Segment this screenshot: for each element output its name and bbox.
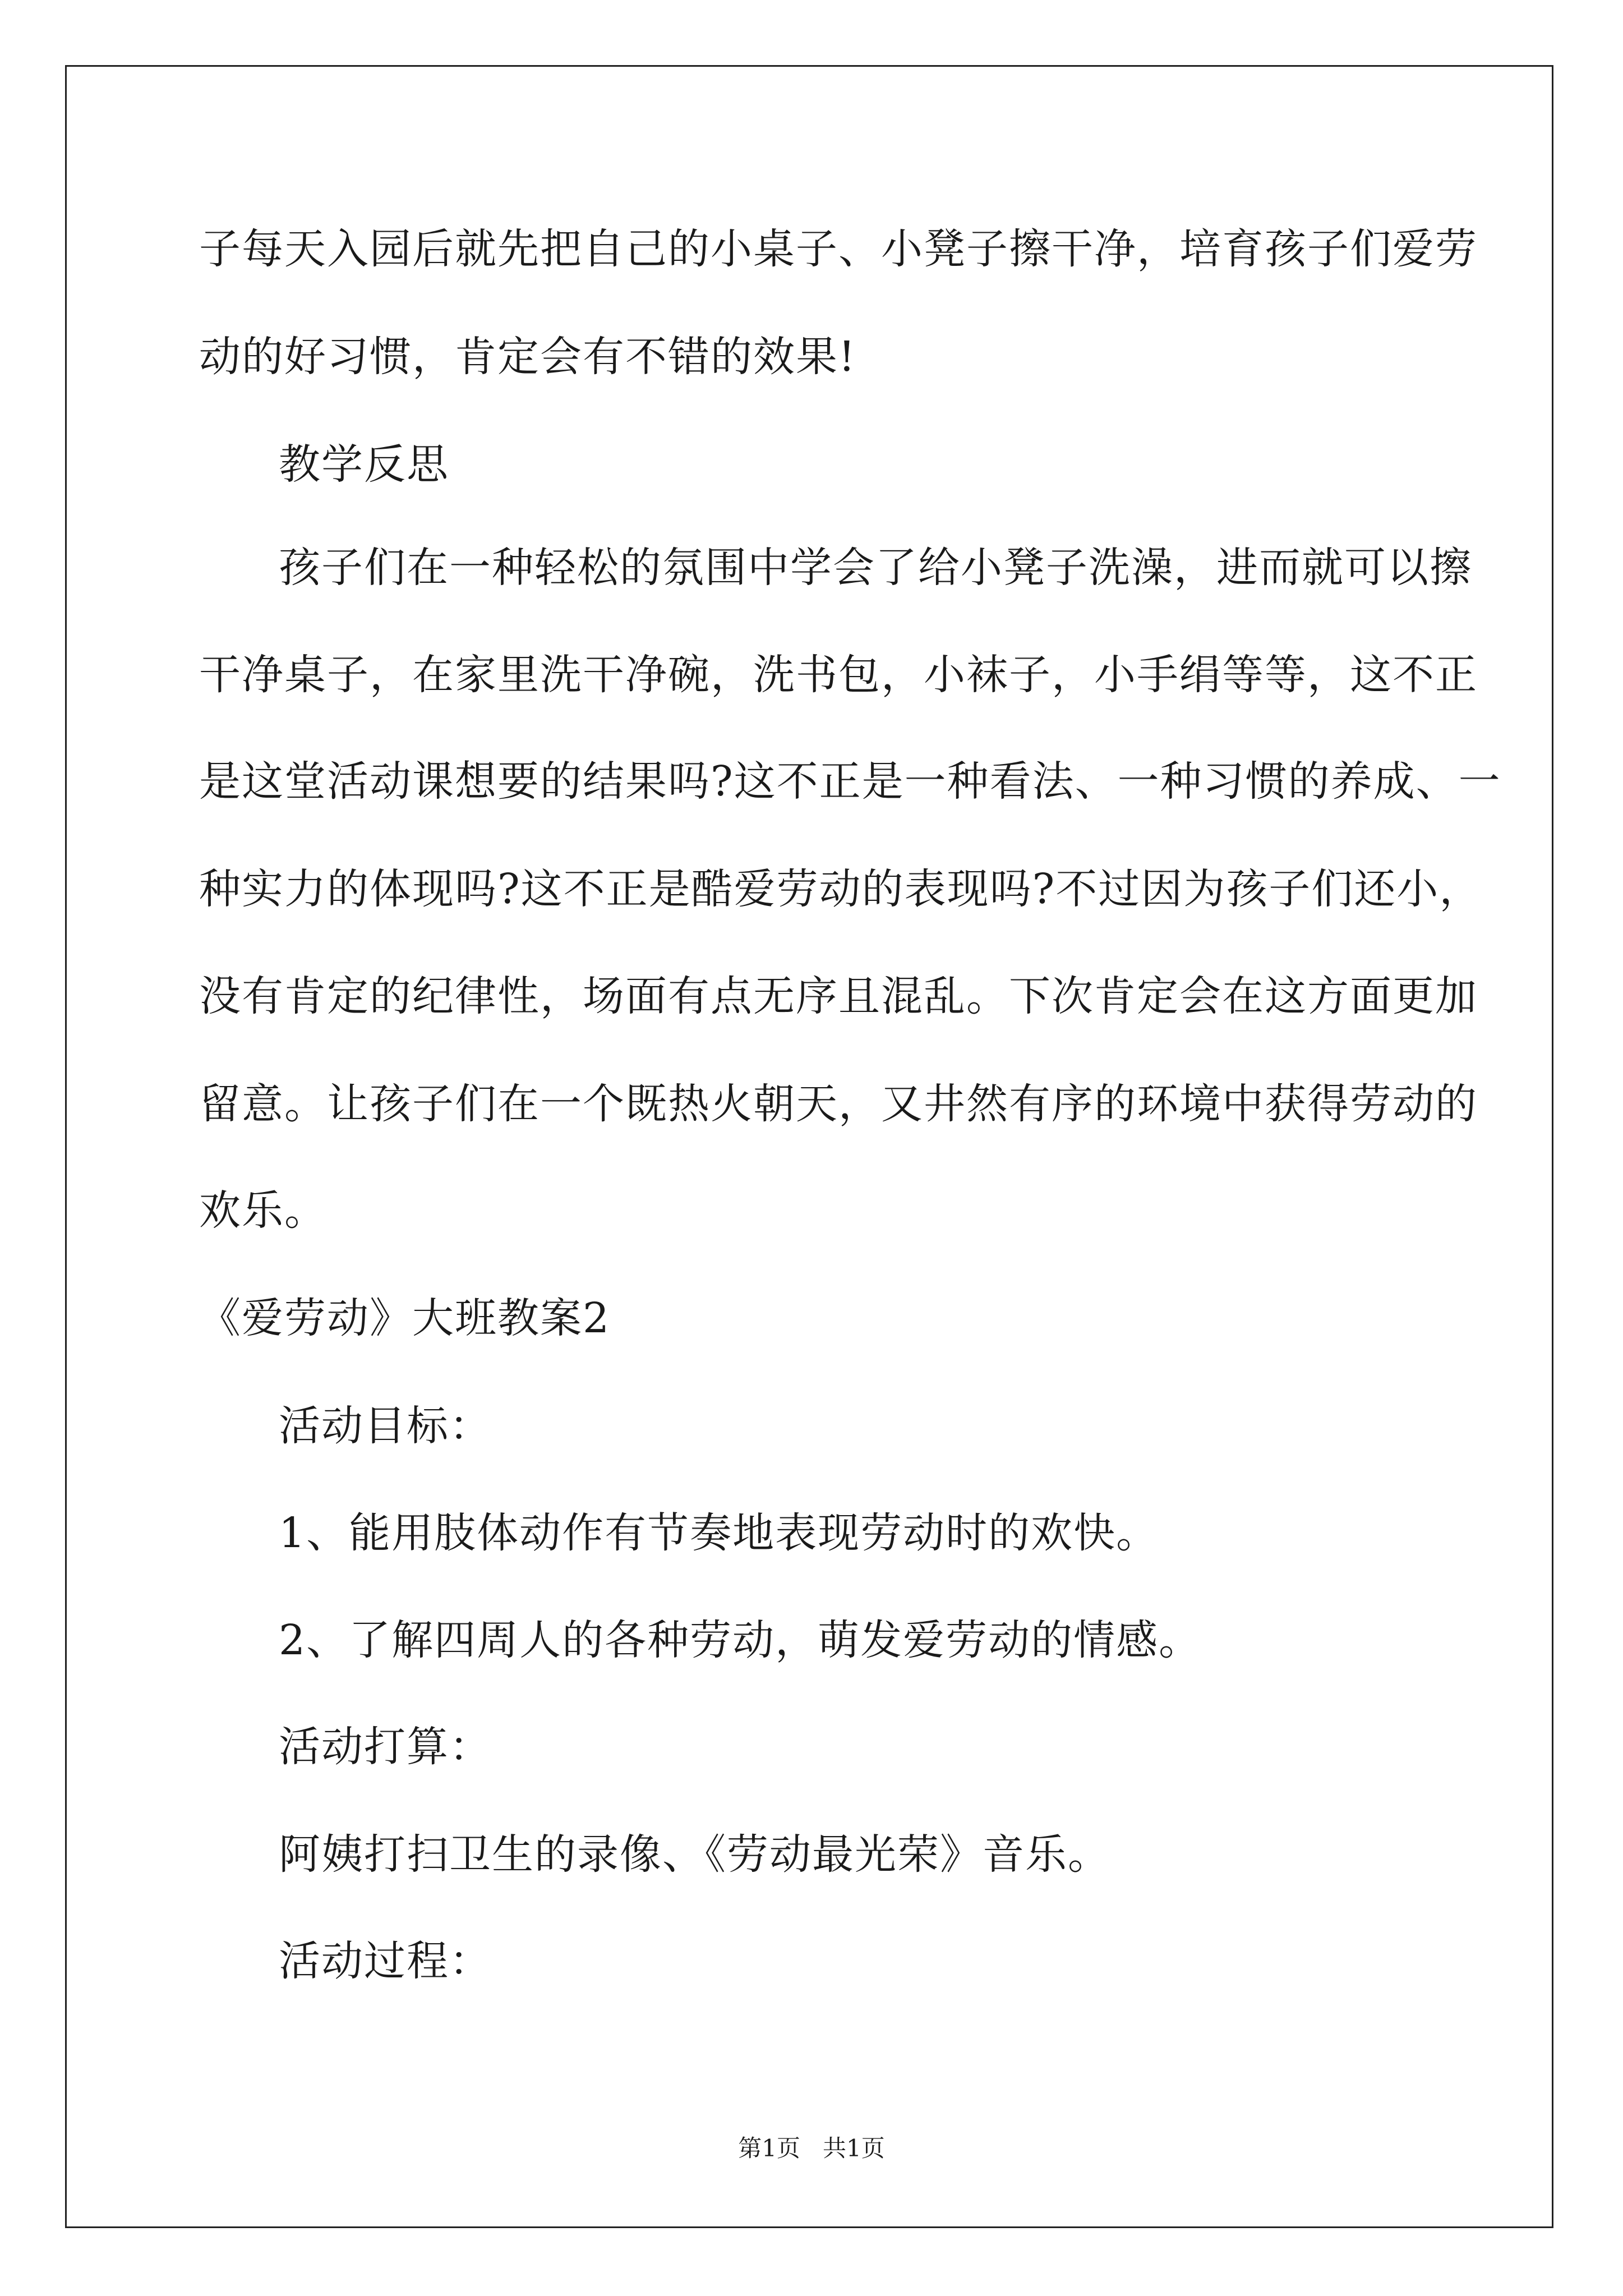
text-line: 没有肯定的纪律性，场面有点无序且混乱。下次肯定会在这方面更加 — [199, 972, 1478, 1020]
document-title: 《爱劳动》大班教案2 — [199, 1294, 611, 1342]
section-heading: 活动打算： — [279, 1723, 492, 1771]
page-footer: 第1页 共1页 — [738, 2134, 885, 2162]
page-border — [65, 65, 1553, 2228]
list-item: 2、了解四周人的各种劳动，萌发爱劳动的情感。 — [279, 1616, 1202, 1664]
list-item: 1、能用肢体动作有节奏地表现劳动时的欢快。 — [279, 1509, 1159, 1557]
section-heading: 教学反思 — [279, 440, 449, 489]
text-line: 阿姨打扫卫生的录像、《劳动最光荣》音乐。 — [279, 1830, 1110, 1879]
text-line: 是这堂活动课想要的结果吗?这不正是一种看法、一种习惯的养成、一 — [199, 757, 1501, 806]
text-line: 种实力的体现吗?这不正是酷爱劳动的表现吗?不过因为孩子们还小， — [199, 865, 1482, 913]
section-heading: 活动过程： — [279, 1937, 492, 1985]
text-line: 留意。让孩子们在一个既热火朝天，又井然有序的环境中获得劳动的 — [199, 1080, 1478, 1128]
text-line: 动的好习惯，肯定会有不错的效果! — [199, 333, 856, 381]
text-line: 子每天入园后就先把自己的小桌子、小凳子擦干净，培育孩子们爱劳 — [199, 225, 1478, 273]
section-heading: 活动目标： — [279, 1402, 492, 1450]
text-line: 欢乐。 — [199, 1186, 327, 1235]
text-line: 干净桌子，在家里洗干净碗，洗书包，小袜子，小手绢等等，这不正 — [199, 651, 1478, 699]
text-line: 孩子们在一种轻松的氛围中学会了给小凳子洗澡，进而就可以擦 — [279, 544, 1472, 592]
